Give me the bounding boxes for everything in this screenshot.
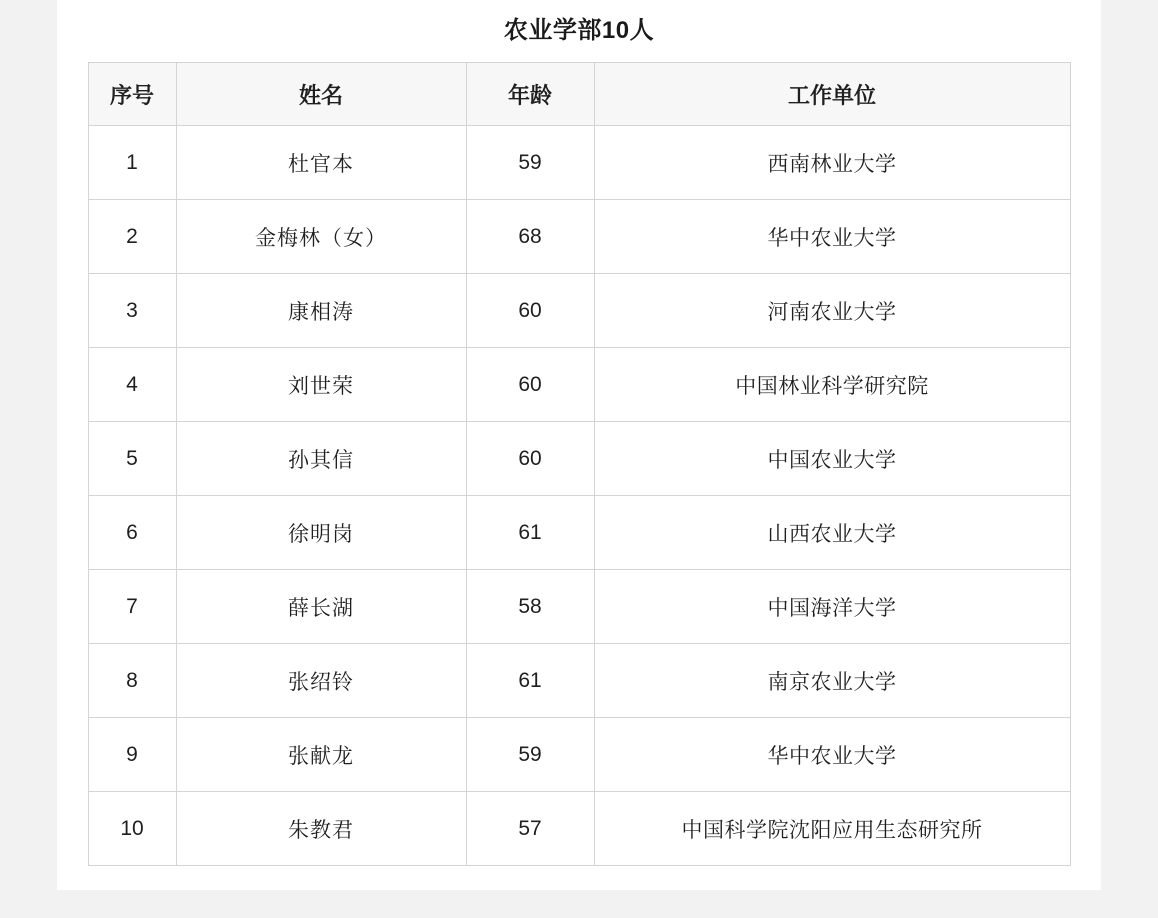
cell-name: 杜官本 <box>176 126 466 200</box>
table-row <box>88 274 1070 348</box>
cell-index: 2 <box>88 200 176 274</box>
document-card <box>57 0 1101 890</box>
cell-org: 华中农业大学 <box>594 200 1070 274</box>
cell-name: 徐明岗 <box>176 496 466 570</box>
cell-age: 58 <box>466 570 594 644</box>
column-header-org: 工作单位 <box>594 63 1070 126</box>
table-row <box>88 496 1070 570</box>
table-row <box>88 792 1070 866</box>
table-row <box>88 200 1070 274</box>
table-row <box>88 644 1070 718</box>
cell-age: 61 <box>466 496 594 570</box>
cell-index: 8 <box>88 644 176 718</box>
cell-org: 中国农业大学 <box>594 422 1070 496</box>
cell-index: 3 <box>88 274 176 348</box>
cell-org: 山西农业大学 <box>594 496 1070 570</box>
cell-age: 57 <box>466 792 594 866</box>
cell-index: 5 <box>88 422 176 496</box>
cell-index: 6 <box>88 496 176 570</box>
cell-age: 60 <box>466 274 594 348</box>
cell-name: 康相涛 <box>176 274 466 348</box>
cell-name: 薛长湖 <box>176 570 466 644</box>
cell-org: 华中农业大学 <box>594 718 1070 792</box>
cell-org: 中国科学院沈阳应用生态研究所 <box>594 792 1070 866</box>
cell-org: 河南农业大学 <box>594 274 1070 348</box>
cell-org: 西南林业大学 <box>594 126 1070 200</box>
cell-org: 中国海洋大学 <box>594 570 1070 644</box>
cell-age: 61 <box>466 644 594 718</box>
table-row <box>88 126 1070 200</box>
cell-name: 刘世荣 <box>176 348 466 422</box>
cell-age: 59 <box>466 718 594 792</box>
cell-age: 60 <box>466 422 594 496</box>
cell-name: 张绍铃 <box>176 644 466 718</box>
cell-index: 1 <box>88 126 176 200</box>
cell-age: 60 <box>466 348 594 422</box>
cell-index: 10 <box>88 792 176 866</box>
table-header-row <box>88 63 1070 126</box>
column-header-age: 年龄 <box>466 63 594 126</box>
cell-name: 朱教君 <box>176 792 466 866</box>
page-title: 农业学部10人 <box>503 17 655 44</box>
cell-index: 7 <box>88 570 176 644</box>
cell-org: 中国林业科学研究院 <box>594 348 1070 422</box>
cell-index: 9 <box>88 718 176 792</box>
cell-name: 金梅林（女） <box>176 200 466 274</box>
table-row <box>88 422 1070 496</box>
table-row <box>88 718 1070 792</box>
cell-age: 68 <box>466 200 594 274</box>
cell-org: 南京农业大学 <box>594 644 1070 718</box>
table-row <box>88 570 1070 644</box>
table-row <box>88 348 1070 422</box>
cell-age: 59 <box>466 126 594 200</box>
cell-name: 孙其信 <box>176 422 466 496</box>
cell-index: 4 <box>88 348 176 422</box>
column-header-index: 序号 <box>88 63 176 126</box>
column-header-name: 姓名 <box>176 63 466 126</box>
cell-name: 张献龙 <box>176 718 466 792</box>
roster-table <box>88 62 1071 866</box>
